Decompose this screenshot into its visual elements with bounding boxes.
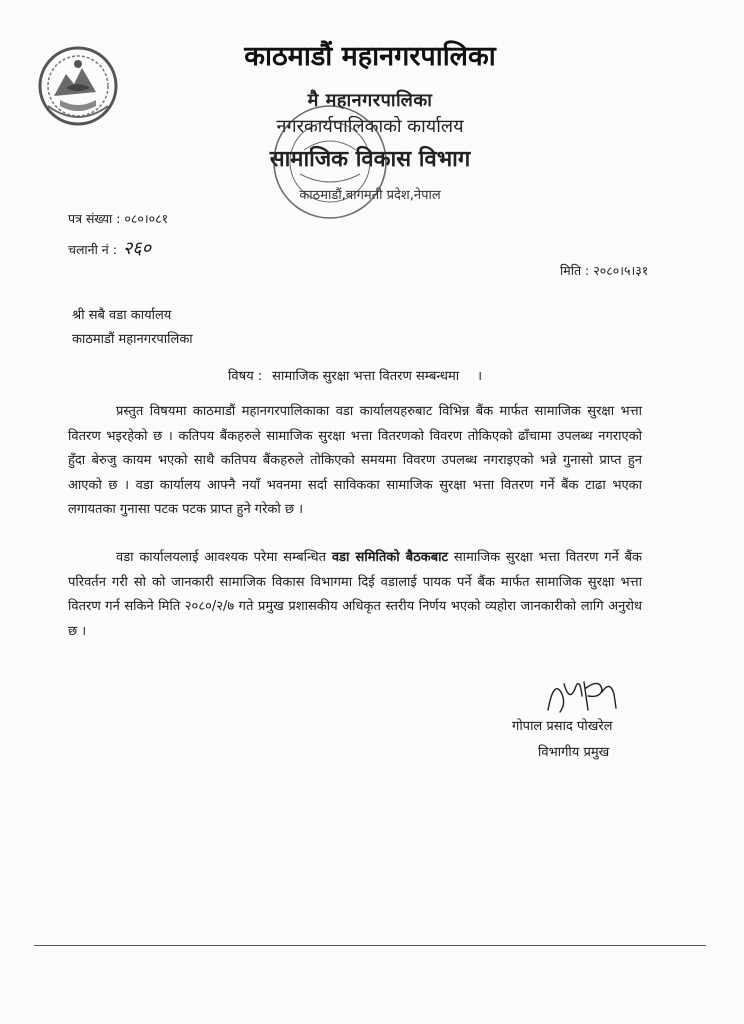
paragraph-2-text-a: वडा कार्यालयलाई आवश्यक परेमा सम्बन्धित: [116, 550, 327, 565]
office-name: नगरकार्यपालिकाको कार्यालय: [276, 116, 464, 137]
subject-text: सामाजिक सुरक्षा भत्ता वितरण सम्बन्धमा: [272, 369, 460, 384]
addressee: [72, 304, 193, 352]
dispatch-label: चलानी नं :: [68, 242, 117, 257]
office-seal-stamp: [270, 102, 390, 222]
department-name: सामाजिक विकास विभाग: [269, 147, 471, 172]
municipality-title: काठमाडौं महानगरपालिका: [244, 41, 496, 72]
handwritten-signature: [540, 674, 630, 718]
subject-line: [228, 366, 482, 384]
date-label: मिति :: [560, 263, 590, 278]
office-address: काठमाडौं,बागमती प्रदेश,नेपाल: [299, 188, 441, 203]
addressee-line1: श्री सबै वडा कार्यालय: [72, 308, 172, 323]
header-line2: मै महानगरपालिका: [307, 90, 433, 111]
reference-value: ०८०।०८१: [124, 211, 169, 226]
subject-label: विषय :: [228, 369, 263, 384]
letter-date: [560, 262, 648, 279]
paragraph-1-text: प्रस्तुत विषयमा काठमाडौं महानगरपालिकाका वडा कार्यालयहरुबाट विभिन्न बैंक मार्फत सामाजिक सुरक्षा भत्ता वितरण भइरहेको छ । कतिपय बैंकहरुले सामाजिक सुरक्षा भत्ता वितरणको विवरण तोकिएको ढाँचामा उपलब्ध नगराएको हुँदा बेरुजु कायम भएको साथै कतिपय बैंकहरुले तोकिएको समयमा विवरण उपलब्ध नगराइएको भन्ने गुनासो प्राप्त हुन आएको छ । वडा कार्यालय आफ्नै नयाँ भवनमा सर्दा साविकका सामाजिक सुरक्षा भत्ता वितरण गर्ने बैंक टाढा भएका लगायतका गुनासा पटक पटक प्राप्त हुने गरेको छ ।: [68, 404, 643, 517]
body-paragraph-1: [68, 400, 642, 523]
nepal-emblem-icon: [36, 44, 120, 128]
reference-label: पत्र संख्या :: [68, 211, 121, 226]
signer-name: गोपाल प्रसाद पोखरेल: [512, 719, 613, 734]
subject-end: ।: [477, 369, 483, 384]
dispatch-value: २६०: [122, 238, 152, 259]
footer-divider: [34, 945, 706, 946]
paragraph-2-text-b: सामाजिक सुरक्षा भत्ता वितरण गर्ने बैंक परिवर्तन गरी सो को जानकारी सामाजिक विकास विभागमा दिई वडालाई पायक पर्ने बैंक मार्फत सामाजिक सुरक्षा भत्ता वितरण गर्न सकिने मिति २०८०/२/७ गते प्रमुख प्रशासकीय अधिकृत स्तरीय निर्णय भएको व्यहोरा जानकारीको लागि अनुरोध छ ।: [68, 550, 642, 639]
body-paragraph-2: [68, 546, 642, 644]
paragraph-2-bold: वडा समितिको बैठकबाट: [331, 550, 449, 565]
addressee-line2: काठमाडौं महानगरपालिका: [72, 332, 193, 347]
dispatch-number: [68, 236, 151, 260]
date-value: २०८०।५।३१: [593, 263, 649, 278]
signer-title: विभागीय प्रमुख: [538, 745, 610, 760]
reference-number: [68, 210, 168, 227]
